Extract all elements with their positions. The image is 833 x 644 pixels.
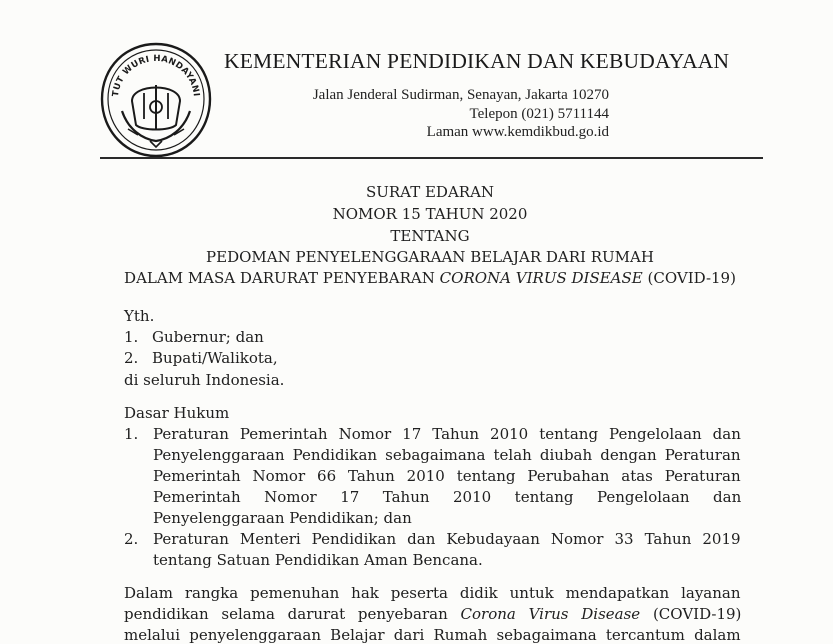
title-line-5-pre: DALAM MASA DARURAT PENYEBARAN [124,269,440,287]
legal-item-1-num: 1. [124,425,139,443]
title-line-5-italic: CORONA VIRUS DISEASE [439,269,643,287]
body-line-2-italic: Corona Virus Disease [460,605,641,623]
legal-item-1-line-3: Pemerintah Nomor 66 Tahun 2010 tentang Perubahan atas Peraturan [153,467,741,485]
title-line-1: SURAT EDARAN [365,183,495,201]
title-line-4: PEDOMAN PENYELENGGARAAN BELAJAR DARI RUMAH [206,248,654,266]
legal-item-1-line-1: Peraturan Pemerintah Nomor 17 Tahun 2010 tentang Pengelolaan dan [153,425,741,443]
title-line-5-post: (COVID-19) [642,269,736,287]
recipient-num-1: 1. [124,328,139,346]
phone: Telepon (021) 5711144 [469,106,609,122]
title-line-3: TENTANG [390,227,470,245]
address: Jalan Jenderal Sudirman, Senayan, Jakarta 10270 [312,87,609,103]
recipient-text-2: Bupati/Walikota, [152,349,278,367]
recipient-num-2: 2. [124,349,139,367]
legal-item-2-num: 2. [124,530,139,548]
legal-item-2-line-1: Peraturan Menteri Pendidikan dan Kebudayaan Nomor 33 Tahun 2019 [153,530,741,548]
tut-wuri-handayani-logo [98,41,214,159]
body-line-2-post: (COVID-19) [640,605,742,623]
body-line-1: Dalam rangka pemenuhan hak peserta didik untuk mendapatkan layanan [124,584,741,602]
letterhead-divider [100,157,763,159]
recipient-location: di seluruh Indonesia. [124,371,285,389]
title-line-2: NOMOR 15 TAHUN 2020 [332,205,528,223]
legal-item-1-line-4: Pemerintah Nomor 17 Tahun 2010 tentang Pengelolaan dan [153,488,742,506]
legal-item-1-line-2: Penyelenggaraan Pendidikan sebagaimana telah diubah dengan Peraturan [153,446,741,464]
salutation: Yth. [124,307,155,325]
recipient-text-1: Gubernur; dan [152,328,264,346]
body-line-3: melalui penyelenggaraan Belajar dari Rumah sebagaimana tercantum dalam [124,626,741,644]
legal-item-2-line-2: tentang Satuan Pendidikan Aman Bencana. [153,551,483,569]
legal-item-1-line-5: Penyelenggaraan Pendidikan; dan [153,509,412,527]
legal-basis-heading: Dasar Hukum [124,404,230,422]
body-line-2-pre: pendidikan selama darurat penyebaran [124,605,461,623]
title-line-5 [0,269,833,287]
svg-text:TUT WURI HANDAYANI: TUT WURI HANDAYANI [111,53,201,98]
organization-name: KEMENTERIAN PENDIDIKAN DAN KEBUDAYAAN [224,49,730,73]
body-line-2 [124,605,741,623]
website: Laman www.kemdikbud.go.id [426,124,609,140]
